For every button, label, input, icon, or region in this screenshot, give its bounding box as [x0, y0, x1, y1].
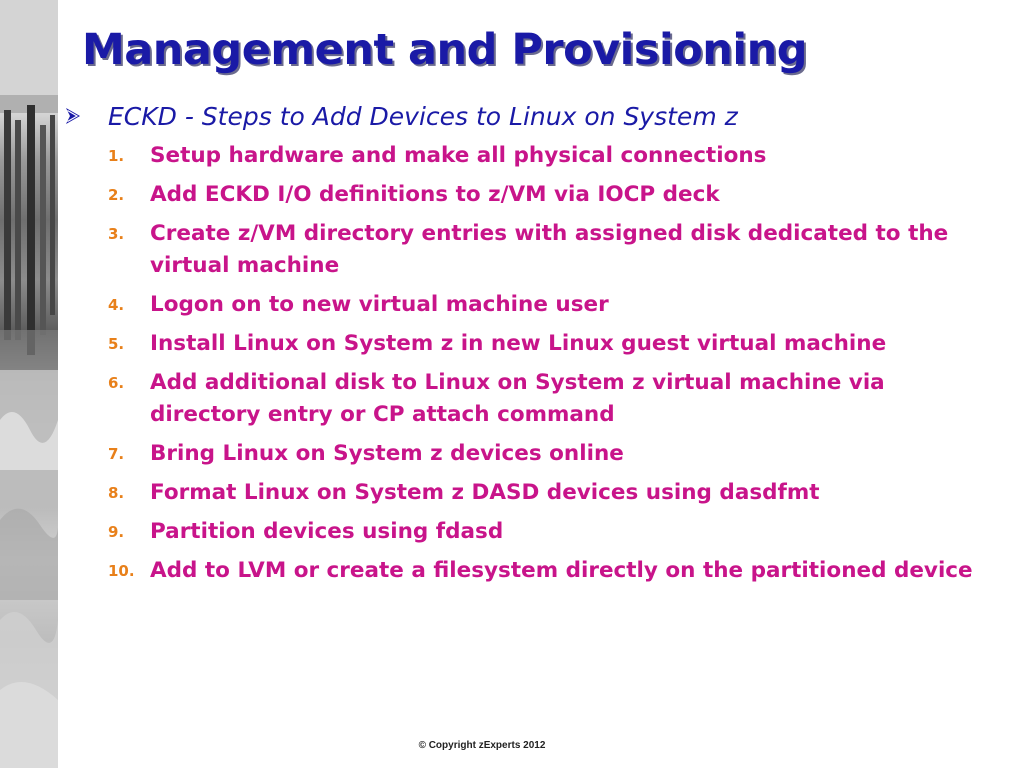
- step-text: Partition devices using fdasd: [150, 519, 504, 544]
- list-item: [100, 328, 1000, 360]
- step-number: 7.: [108, 445, 125, 463]
- step-text: Add additional disk to Linux on System z virtual machine via directory entry or CP attach command: [150, 370, 885, 427]
- list-item: [100, 218, 1000, 282]
- list-item: [100, 555, 1000, 587]
- list-item: [100, 179, 1000, 211]
- list-item: [100, 140, 1000, 172]
- step-number: 9.: [108, 523, 125, 541]
- step-text: Logon on to new virtual machine user: [150, 292, 609, 317]
- step-text: Format Linux on System z DASD devices using dasdfmt: [150, 480, 820, 505]
- copyright-footer: © Copyright zExperts 2012: [418, 740, 546, 751]
- step-text: Add to LVM or create a filesystem directly on the partitioned device: [150, 558, 973, 583]
- step-number: 6.: [108, 374, 125, 392]
- step-text: Create z/VM directory entries with assigned disk dedicated to the virtual machine: [150, 221, 949, 278]
- list-item: [100, 477, 1000, 509]
- arrow-bullet-icon: [62, 106, 96, 126]
- step-number: 5.: [108, 335, 125, 353]
- list-item: [100, 438, 1000, 470]
- step-number: 2.: [108, 186, 125, 204]
- step-number: 8.: [108, 484, 125, 502]
- steps-list: [100, 140, 1000, 594]
- list-item: [100, 516, 1000, 548]
- slide-title: Management and Provisioning: [82, 25, 808, 75]
- step-number: 4.: [108, 296, 125, 314]
- list-item: [100, 289, 1000, 321]
- side-photo-image: [0, 0, 58, 768]
- step-text: Install Linux on System z in new Linux guest virtual machine: [150, 331, 887, 356]
- step-text: Bring Linux on System z devices online: [150, 441, 624, 466]
- step-number: 1.: [108, 147, 125, 165]
- step-text: Setup hardware and make all physical connections: [150, 143, 767, 168]
- step-number: 10.: [108, 562, 135, 580]
- subtitle-row: [62, 99, 992, 133]
- step-number: 3.: [108, 225, 125, 243]
- list-item: [100, 367, 1000, 431]
- step-text: Add ECKD I/O definitions to z/VM via IOCP deck: [150, 182, 720, 207]
- slide-subtitle: ECKD - Steps to Add Devices to Linux on System z: [108, 101, 738, 131]
